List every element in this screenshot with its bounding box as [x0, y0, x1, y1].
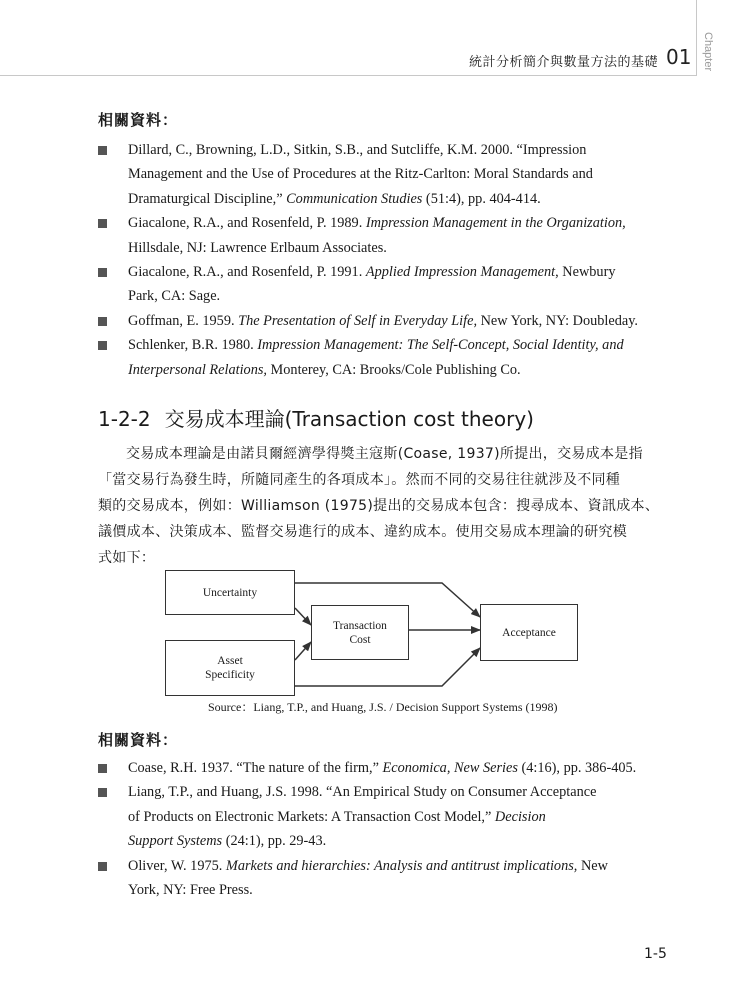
arrow-asset-to-transaction [295, 642, 311, 660]
bullet-square-icon [98, 146, 107, 155]
reference-item: Dillard, C., Browning, L.D., Sitkin, S.B., and Sutcliffe, K.M. 2000. “Impression Management and the Use of Procedures at the Ritz-Carlton: Moral Standards and Dramaturgical Discipline,” Communication Studies (51:4), pp. 404-414. [98, 138, 678, 211]
diagram-source: Source：Liang, T.P., and Huang, J.S. / Decision Support Systems (1998) [208, 700, 558, 714]
arrow-uncertainty-to-transaction [295, 608, 311, 625]
bullet-square-icon [98, 268, 107, 277]
references-heading: 相關資料： [98, 731, 179, 749]
page-header [0, 0, 750, 76]
chapter-number: 01 [666, 45, 692, 69]
body-paragraph: 交易成本理論是由諾貝爾經濟學得獎主寇斯(Coase, 1937)所提出，交易成本是指 「當交易行為發生時，所隨同產生的各項成本」。然而不同的交易往往就涉及不同種 類的交易成本，例如：Williamson (1975)提出的交易成本包含：搜尋成本、資訊成本、 議價成本、決策成本、監督交易進行的成本、違約成本。使用交易成本理論的研究模 式如下： [98, 446, 660, 566]
bullet-square-icon [98, 788, 107, 797]
bullet-square-icon [98, 317, 107, 326]
transaction-cost-box: Transaction Cost [311, 605, 409, 660]
reference-item: Oliver, W. 1975. Markets and hierarchies: Analysis and antitrust implications, New York, NY: Free Press. [98, 854, 678, 903]
page-number: 1-5 [644, 946, 667, 962]
bullet-square-icon [98, 341, 107, 350]
references-block-1 [98, 106, 678, 382]
reference-item: Goffman, E. 1959. The Presentation of Self in Everyday Life, New York, NY: Doubleday. [98, 309, 678, 333]
references-heading: 相關資料： [98, 111, 179, 129]
chapter-title: 統計分析簡介與數量方法的基礎 [468, 55, 658, 70]
reference-item: Schlenker, B.R. 1980. Impression Management: The Self-Concept, Social Identity, and Interpersonal Relations, Monterey, CA: Brooks/Cole Publishing Co. [98, 333, 678, 382]
asset-specificity-box: Asset Specificity [165, 640, 295, 696]
transaction-cost-diagram [160, 568, 590, 698]
header-divider [0, 75, 696, 76]
section-heading-text: 交易成本理論(Transaction cost theory) [164, 407, 534, 431]
section-number: 1-2-2 [98, 407, 151, 431]
section-title [98, 403, 534, 432]
chapter-tab: Chapter [702, 32, 714, 72]
header-vertical-divider [696, 0, 697, 76]
references-block-2 [98, 726, 678, 902]
bullet-square-icon [98, 862, 107, 871]
reference-item: Giacalone, R.A., and Rosenfeld, P. 1991. Applied Impression Management, Newbury Park, CA: Sage. [98, 260, 678, 309]
acceptance-box: Acceptance [480, 604, 578, 661]
uncertainty-box: Uncertainty [165, 570, 295, 615]
reference-item: Giacalone, R.A., and Rosenfeld, P. 1989. Impression Management in the Organization, Hillsdale, NJ: Lawrence Erlbaum Associates. [98, 211, 678, 260]
bullet-square-icon [98, 219, 107, 228]
bullet-square-icon [98, 764, 107, 773]
reference-item: Coase, R.H. 1937. “The nature of the firm,” Economica, New Series (4:16), pp. 386-405. [98, 756, 678, 780]
reference-item: Liang, T.P., and Huang, J.S. 1998. “An Empirical Study on Consumer Acceptance of Products on Electronic Markets: A Transaction Cost Model,” Decision Support Systems (24:1), pp. 29-43. [98, 780, 678, 853]
